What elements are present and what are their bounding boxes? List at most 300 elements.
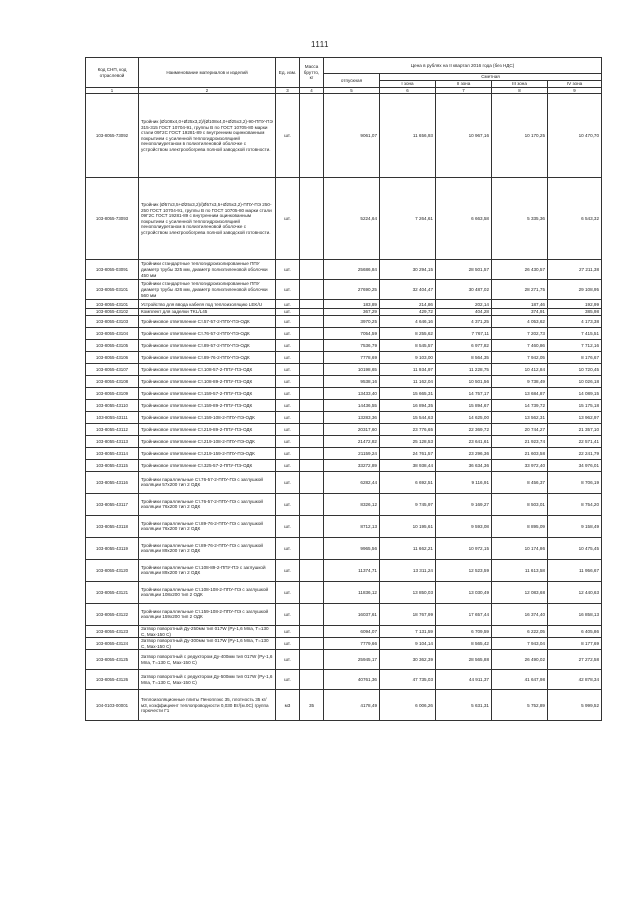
cell-zone-3-price: 374,91 [492,309,548,316]
cell-code: 103-8055-43108 [86,375,139,387]
cell-mass [300,309,324,316]
cell-code: 103-8055-43110 [86,399,139,411]
cell-zone-2-price: 202,14 [436,300,492,309]
cell-zone-4-price: 12 440,63 [548,581,602,603]
cell-zone-2-price: 6 709,59 [436,625,492,637]
cell-mass [300,493,324,515]
table-row [86,309,602,316]
cell-zone-2-price: 10 967,16 [436,94,492,178]
table-row [86,339,602,351]
cell-zone-3-price: 13 562,31 [492,411,548,423]
cell-code: 103-8055-03101 [86,280,139,300]
cell-zone-4-price: 14 089,15 [548,387,602,399]
cell-code: 103-8055-43104 [86,327,139,339]
cell-mass [300,471,324,493]
cell-mass [300,300,324,309]
cell-unit: шт. [276,375,300,387]
header-zone-4: IV зона [548,81,602,88]
cell-mass [300,625,324,637]
header-estimate: Сметная [380,74,602,81]
table-row [86,690,602,721]
cell-name: Тройники параллельные Ст.108-108-2-ППУ-ПЭ с заглушкой изоляции 108х200 тип 2 ОДК [139,581,276,603]
cell-unit: шт. [276,260,300,280]
cell-zone-1-price: 9 104,14 [380,638,436,650]
cell-release-price: 4178,49 [324,690,380,721]
table-row [86,387,602,399]
cell-unit: шт. [276,178,300,260]
cell-zone-4-price: 27 272,58 [548,650,602,670]
cell-unit: шт. [276,280,300,300]
cell-zone-3-price: 7 943,04 [492,638,548,650]
cell-release-price: 16037,61 [324,603,380,625]
cell-name: Тройниковое ответвление Ст.325-57-2-ППУ-ПЭ-ОДК [139,459,276,471]
cell-zone-1-price: 9 103,00 [380,351,436,363]
cell-zone-3-price: 5 335,36 [492,178,548,260]
cell-zone-1-price: 6 006,26 [380,690,436,721]
cell-name: Тройники стандартные теплогидроизолированные ППУ диаметр трубы 325 мм, диаметр полиэтиленовой оболочки 450 мм [139,260,276,280]
header-price-title: Цена в рублях на II квартал 2016 года (без НДС) [324,58,602,74]
cell-release-price: 21159,24 [324,447,380,459]
cell-name: Тройниковое ответвление Ст.159-108-2-ППУ-ПЭ-ОДК [139,411,276,423]
cell-code: 104-0103-00001 [86,690,139,721]
cell-name: Тройниковое ответвление Ст.89-76-2-ППУ-ПЭ-ОДК [139,351,276,363]
cell-name: Тройниковое ответвление Ст.159-89-2-ППУ-ПЭ-ОДК [139,399,276,411]
cell-zone-2-price: 8 564,35 [436,351,492,363]
cell-zone-4-price: 6 405,86 [548,625,602,637]
cell-zone-3-price: 41 647,98 [492,670,548,690]
cell-zone-2-price: 23 641,61 [436,435,492,447]
cell-zone-4-price: 8 177,69 [548,638,602,650]
cell-zone-1-price: 15 544,63 [380,411,436,423]
cell-zone-3-price: 33 972,40 [492,459,548,471]
price-table [85,57,602,721]
cell-zone-3-price: 16 374,40 [492,603,548,625]
cell-unit: шт. [276,399,300,411]
cell-zone-4-price: 11 956,67 [548,559,602,581]
cell-zone-2-price: 30 487,02 [436,280,492,300]
cell-zone-3-price: 26 430,57 [492,260,548,280]
cell-zone-1-price: 7 131,59 [380,625,436,637]
cell-release-price: 183,89 [324,300,380,309]
cell-mass [300,447,324,459]
table-row [86,363,602,375]
cell-name: Теплоизоляционные плиты Пеноплэкс 35, плотность 35 кг/м3, коэффициент теплопроводности 0,030 Вт/(м.0С) группа горючести Г1 [139,690,276,721]
table-row [86,650,602,670]
cell-name: Устройство для ввода кабеля под теплоизоляцию LEK/U [139,300,276,309]
cell-name: Тройниковое ответвление Ст.108-57-2-ППУ-ПЭ-ОДК [139,363,276,375]
cell-zone-1-price: 30 362,39 [380,650,436,670]
cell-zone-4-price: 8 176,67 [548,351,602,363]
cell-zone-4-price: 21 357,10 [548,423,602,435]
cell-zone-1-price: 13 311,24 [380,559,436,581]
cell-zone-1-price: 6 692,51 [380,471,436,493]
cell-zone-2-price: 13 030,49 [436,581,492,603]
cell-name: Тройники параллельные Ст.108-89-2-ППУ-ПЭ с заглушкой изоляции 89х200 тип 2 ОДК [139,559,276,581]
cell-release-price: 27690,25 [324,280,380,300]
table-row [86,603,602,625]
cell-zone-1-price: 32 404,47 [380,280,436,300]
cell-mass [300,650,324,670]
cell-zone-3-price: 10 170,25 [492,94,548,178]
cell-name: Тройниковое ответвление Ст.57-57-2-ППУ-ПЭ-ОДК [139,315,276,327]
cell-unit: шт. [276,94,300,178]
cell-mass [300,515,324,537]
table-row [86,625,602,637]
cell-zone-2-price: 4 371,25 [436,315,492,327]
cell-mass [300,280,324,300]
cell-release-price: 11836,12 [324,581,380,603]
cell-name: Тройниковое ответвление Ст.76-57-2-ППУ-ПЭ-ОДК [139,327,276,339]
cell-name: Тройниковое ответвление Ст.219-89-2-ППУ-ПЭ-ОДК [139,423,276,435]
cell-mass [300,178,324,260]
cell-zone-2-price: 15 894,67 [436,399,492,411]
cell-name: Затвор поворотный Ду-300мм тип 017W (Ру-1,6 Мпа, Т=130 С, Мах-150 С) [139,638,276,650]
cell-zone-1-price: 11 656,93 [380,94,436,178]
cell-code: 103-8055-43120 [86,559,139,581]
cell-zone-1-price: 7 264,61 [380,178,436,260]
table-row [86,351,602,363]
cell-zone-2-price: 11 228,75 [436,363,492,375]
cell-zone-3-price: 8 503,01 [492,493,548,515]
cell-name: Затвор поворотный с редуктором Ду-400мм тип 017W (Ру-1,6 Мпа, Т=130 С, Мах-150 С) [139,650,276,670]
cell-release-price: 10198,65 [324,363,380,375]
cell-zone-3-price: 7 202,73 [492,327,548,339]
cell-zone-3-price: 187,46 [492,300,548,309]
cell-zone-4-price: 192,99 [548,300,602,309]
cell-zone-3-price: 10 174,86 [492,537,548,559]
cell-mass [300,559,324,581]
cell-zone-2-price: 5 631,31 [436,690,492,721]
cell-zone-1-price: 15 665,31 [380,387,436,399]
cell-code: 103-8055-43109 [86,387,139,399]
cell-release-price: 25945,17 [324,650,380,670]
cell-mass [300,363,324,375]
cell-name: Тройниковое ответвление Ст.89-57-2-ППУ-ПЭ-ОДК [139,339,276,351]
cell-code: 103-8055-43113 [86,435,139,447]
cell-code: 103-8055-43102 [86,309,139,316]
cell-code: 103-8055-43114 [86,447,139,459]
header-zone-2: II зона [436,81,492,88]
cell-name: Тройниковое ответвление Ст.219-108-2-ППУ-ПЭ-ОДК [139,435,276,447]
cell-name: Тройники стандартные теплогидроизолированные ППУ диаметр трубы 426 мм, диаметр полиэтиленовой оболочки 560 мм [139,280,276,300]
table-row [86,178,602,260]
cell-zone-3-price: 26 490,02 [492,650,548,670]
cell-zone-4-price: 16 858,13 [548,603,602,625]
cell-unit: шт. [276,435,300,447]
col-number: 2 [139,88,276,94]
cell-unit: шт. [276,423,300,435]
cell-zone-3-price: 21 603,58 [492,447,548,459]
table-row [86,260,602,280]
cell-zone-2-price: 9 593,08 [436,515,492,537]
cell-release-price: 9538,16 [324,375,380,387]
cell-zone-1-price: 23 776,65 [380,423,436,435]
cell-zone-4-price: 42 878,34 [548,670,602,690]
cell-zone-2-price: 8 565,42 [436,638,492,650]
cell-zone-1-price: 4 646,16 [380,315,436,327]
cell-release-price: 11374,71 [324,559,380,581]
header-name: Наименование материалов и изделий [139,58,276,88]
table-row [86,280,602,300]
cell-zone-2-price: 6 977,82 [436,339,492,351]
cell-zone-4-price: 10 470,70 [548,94,602,178]
cell-mass [300,260,324,280]
cell-name: Комплект для заделки TKL/L45 [139,309,276,316]
cell-zone-3-price: 10 412,84 [492,363,548,375]
cell-zone-1-price: 9 745,97 [380,493,436,515]
cell-code: 103-8055-43126 [86,670,139,690]
cell-unit: шт. [276,581,300,603]
col-number: 6 [380,88,436,94]
cell-mass [300,435,324,447]
cell-unit: шт. [276,638,300,650]
cell-name: Тройник (Ø57х3,5+Ø25х3,2)/(Ø57х3,5+Ø25х3,2)-ППУ-ПЭ 250-250 ГОСТ 10704-91, группы В по ГОСТ 10705-80 марки стали 09Г2С ГОСТ 19281-89 с внутренним оцинкованным покрытием с усиленной теплогидроизоляцией пенополиуретаном в полиэтиленовой оболочке с устройством электрообогрева полной заводской готовности. [139,178,276,260]
cell-zone-1-price: 8 545,57 [380,339,436,351]
cell-mass [300,399,324,411]
cell-zone-4-price: 385,98 [548,309,602,316]
cell-unit: шт. [276,339,300,351]
cell-release-price: 33272,89 [324,459,380,471]
cell-zone-3-price: 12 083,68 [492,581,548,603]
cell-mass [300,339,324,351]
cell-zone-3-price: 9 738,49 [492,375,548,387]
cell-zone-4-price: 29 108,95 [548,280,602,300]
cell-code: 103-8055-43105 [86,339,139,351]
cell-zone-4-price: 15 175,18 [548,399,602,411]
cell-release-price: 6094,07 [324,625,380,637]
table-row [86,315,602,327]
cell-zone-3-price: 14 739,72 [492,399,548,411]
cell-zone-4-price: 27 211,38 [548,260,602,280]
cell-zone-2-price: 10 972,15 [436,537,492,559]
cell-mass [300,459,324,471]
cell-zone-1-price: 25 128,53 [380,435,436,447]
cell-code: 103-8055-43117 [86,493,139,515]
cell-zone-4-price: 10 720,45 [548,363,602,375]
header-code: Код СНП, код отраслевой [86,58,139,88]
table-row [86,411,602,423]
cell-unit: м3 [276,690,300,721]
cell-zone-4-price: 22 571,41 [548,435,602,447]
cell-code: 103-8055-43121 [86,581,139,603]
table-row [86,94,602,178]
table-body [86,94,602,721]
cell-release-price: 21472,82 [324,435,380,447]
cell-zone-4-price: 7 712,16 [548,339,602,351]
cell-name: Тройник (Ø108х4,0+Ø25х3,2)/(Ø108х4,0+Ø25х3,2)-90-ППУ-ПЭ 315-315 ГОСТ 10704-91, группы В по ГОСТ 10705-80 марки стали 09Г2С ГОСТ 19281-89 с внутренним оцинкованным покрытием с усиленной теплогидроизоляцией пенополиуретаном в полиэтиленовой оболочке с устройством электрообогрева полной заводской готовности. [139,94,276,178]
table-row [86,375,602,387]
cell-mass [300,315,324,327]
cell-code: 103-8055-43106 [86,351,139,363]
cell-release-price: 9965,56 [324,537,380,559]
cell-unit: шт. [276,300,300,309]
cell-zone-1-price: 11 162,04 [380,375,436,387]
cell-release-price: 8326,12 [324,493,380,515]
table-row [86,471,602,493]
cell-zone-3-price: 8 456,37 [492,471,548,493]
cell-unit: шт. [276,603,300,625]
cell-mass [300,387,324,399]
header-unit: Ед. изм. [276,58,300,88]
col-number: 3 [276,88,300,94]
table-row [86,638,602,650]
cell-unit: шт. [276,625,300,637]
cell-release-price: 9061,07 [324,94,380,178]
cell-code: 103-8055-73093 [86,178,139,260]
cell-unit: шт. [276,387,300,399]
cell-zone-3-price: 21 923,74 [492,435,548,447]
cell-code: 103-8055-43122 [86,603,139,625]
cell-mass [300,638,324,650]
cell-mass [300,670,324,690]
cell-zone-1-price: 16 894,35 [380,399,436,411]
table-row [86,581,602,603]
cell-zone-2-price: 23 296,36 [436,447,492,459]
cell-zone-1-price: 18 767,99 [380,603,436,625]
cell-zone-2-price: 14 625,00 [436,411,492,423]
cell-zone-1-price: 13 850,03 [380,581,436,603]
cell-zone-4-price: 13 962,97 [548,411,602,423]
cell-zone-1-price: 47 735,03 [380,670,436,690]
cell-code: 103-8055-43103 [86,315,139,327]
cell-zone-4-price: 6 543,32 [548,178,602,260]
cell-zone-2-price: 14 757,17 [436,387,492,399]
cell-unit: шт. [276,471,300,493]
cell-zone-4-price: 10 475,45 [548,537,602,559]
cell-zone-1-price: 11 934,97 [380,363,436,375]
cell-name: Тройники параллельные Ст.89-76-2-ППУ-ПЭ с заглушкой изоляции 89х200 тип 2 ОДК [139,537,276,559]
cell-zone-1-price: 24 761,57 [380,447,436,459]
cell-release-price: 6282,44 [324,471,380,493]
cell-zone-2-price: 36 634,36 [436,459,492,471]
cell-release-price: 14436,55 [324,399,380,411]
cell-release-price: 25686,84 [324,260,380,280]
cell-mass [300,94,324,178]
cell-mass [300,423,324,435]
table-row [86,399,602,411]
table-row [86,537,602,559]
cell-code: 103-8055-43116 [86,471,139,493]
cell-release-price: 7779,66 [324,638,380,650]
cell-release-price: 7778,69 [324,351,380,363]
header-zone-3: III зона [492,81,548,88]
cell-zone-2-price: 22 369,72 [436,423,492,435]
header-mass: Масса брутто, кг [300,58,324,88]
cell-unit: шт. [276,447,300,459]
cell-name: Тройники параллельные Ст.76-57-2-ППУ-ПЭ с заглушкой изоляции 57х200 тип 2 ОДК [139,471,276,493]
cell-unit: шт. [276,363,300,375]
header-zone-1: I зона [380,81,436,88]
cell-unit: шт. [276,351,300,363]
table-row [86,447,602,459]
cell-zone-4-price: 34 976,01 [548,459,602,471]
cell-unit: шт. [276,650,300,670]
table-row [86,493,602,515]
col-number: 5 [324,88,380,94]
cell-zone-4-price: 4 173,38 [548,315,602,327]
cell-zone-3-price: 5 752,89 [492,690,548,721]
cell-unit: шт. [276,315,300,327]
cell-zone-2-price: 7 767,11 [436,327,492,339]
cell-name: Тройники параллельные Ст.159-108-2-ППУ-ПЭ с заглушкой изоляции 159х200 тип 2 ОДК [139,603,276,625]
cell-mass: 35 [300,690,324,721]
cell-zone-3-price: 11 613,58 [492,559,548,581]
cell-zone-2-price: 404,28 [436,309,492,316]
cell-release-price: 8712,13 [324,515,380,537]
cell-mass [300,351,324,363]
cell-name: Тройниковое ответвление Ст.159-57-2-ППУ-ПЭ-ОДК [139,387,276,399]
cell-zone-3-price: 8 895,09 [492,515,548,537]
cell-code: 103-8055-43112 [86,423,139,435]
cell-zone-3-price: 7 942,05 [492,351,548,363]
cell-zone-4-price: 5 999,52 [548,690,602,721]
cell-release-price: 7054,59 [324,327,380,339]
cell-name: Тройники параллельные Ст.76-57-2-ППУ-ПЭ с заглушкой изоляции 76х200 тип 2 ОДК [139,493,276,515]
table-row [86,559,602,581]
cell-zone-2-price: 28 501,57 [436,260,492,280]
cell-mass [300,581,324,603]
cell-zone-2-price: 9 169,27 [436,493,492,515]
cell-mass [300,375,324,387]
cell-zone-3-price: 4 053,62 [492,315,548,327]
header-release: отпускная [324,74,380,88]
cell-zone-3-price: 13 684,87 [492,387,548,399]
cell-zone-2-price: 9 116,91 [436,471,492,493]
cell-unit: шт. [276,459,300,471]
cell-unit: шт. [276,327,300,339]
col-number: 9 [548,88,602,94]
cell-release-price: 40761,36 [324,670,380,690]
cell-zone-1-price: 11 662,21 [380,537,436,559]
cell-zone-4-price: 9 158,49 [548,515,602,537]
cell-zone-3-price: 20 744,27 [492,423,548,435]
col-number: 7 [436,88,492,94]
cell-code: 103-8055-73092 [86,94,139,178]
cell-zone-2-price: 10 501,56 [436,375,492,387]
cell-code: 103-8055-43118 [86,515,139,537]
cell-zone-4-price: 22 241,79 [548,447,602,459]
cell-release-price: 5224,64 [324,178,380,260]
cell-zone-2-price: 44 911,37 [436,670,492,690]
cell-zone-2-price: 6 663,58 [436,178,492,260]
cell-name: Тройниковое ответвление Ст.108-89-2-ППУ-ПЭ-ОДК [139,375,276,387]
cell-code: 103-8055-43123 [86,625,139,637]
cell-zone-4-price: 8 706,19 [548,471,602,493]
cell-zone-1-price: 214,86 [380,300,436,309]
cell-release-price: 367,29 [324,309,380,316]
cell-zone-2-price: 12 523,59 [436,559,492,581]
cell-release-price: 7536,79 [324,339,380,351]
cell-name: Затвор поворотный Ду-250мм тип 017W (Ру-1,6 Мпа, Т=130 С, Мах-150 С) [139,625,276,637]
table-row [86,515,602,537]
cell-zone-2-price: 28 565,88 [436,650,492,670]
cell-unit: шт. [276,559,300,581]
cell-unit: шт. [276,537,300,559]
cell-code: 103-8055-43115 [86,459,139,471]
cell-release-price: 13433,40 [324,387,380,399]
cell-mass [300,327,324,339]
table-row [86,670,602,690]
cell-mass [300,411,324,423]
cell-unit: шт. [276,515,300,537]
col-number: 1 [86,88,139,94]
cell-zone-1-price: 30 294,15 [380,260,436,280]
table-row [86,327,602,339]
cell-name: Тройники параллельные Ст.89-76-2-ППУ-ПЭ с заглушкой изоляции 76х200 тип 2 ОДК [139,515,276,537]
cell-zone-4-price: 10 026,18 [548,375,602,387]
cell-zone-4-price: 8 754,20 [548,493,602,515]
table-row [86,300,602,309]
